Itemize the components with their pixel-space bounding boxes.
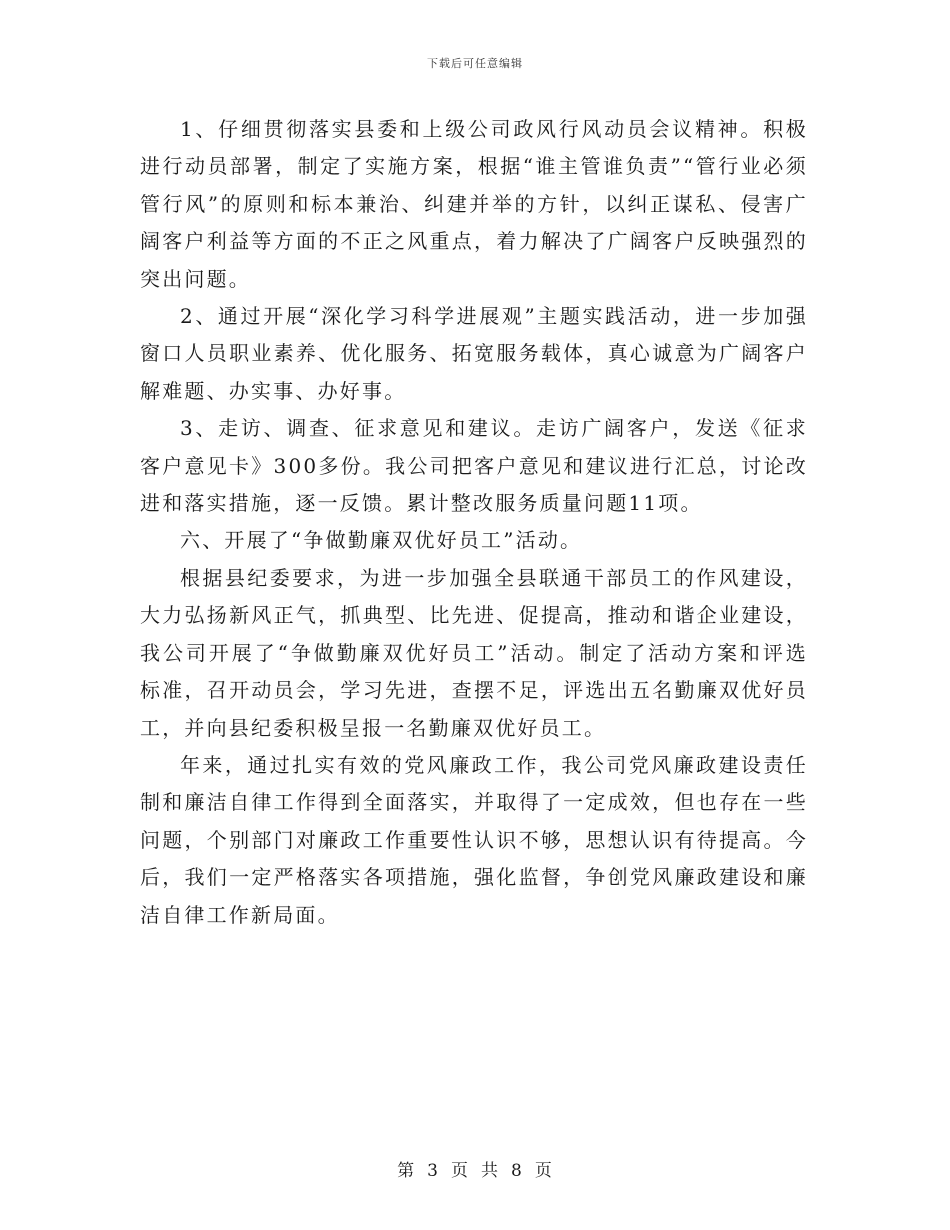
header-note: 下载后可任意编辑 xyxy=(427,57,523,70)
footer-label-prefix: 第 xyxy=(397,1161,416,1181)
paragraph-item-1: 1、仔细贯彻落实县委和上级公司政风行风动员会议精神。积极进行动员部署，制定了实施方案，根据“谁主管谁负责”“管行业必须管行风”的原则和标本兼治、纠建并举的方针，以纠正谋私、侵害广阔客户利益等方面的不正之风重点，着力解决了广阔客户反映强烈的突出问题。 xyxy=(140,117,808,291)
page-footer xyxy=(0,1156,950,1181)
paragraph-item-2: 2、通过开展“深化学习科学进展观”主题实践活动，进一步加强窗口人员职业素养、优化服务、拓宽服务载体，真心诚意为广阔客户解难题、办实事、办好事。 xyxy=(140,304,808,403)
footer-label-page-end: 页 xyxy=(534,1161,553,1181)
paragraph-activity: 根据县纪委要求，为进一步加强全县联通干部员工的作风建设，大力弘扬新风正气，抓典型、比先进、促提高，推动和谐企业建设，我公司开展了“争做勤廉双优好员工”活动。制定了活动方案和评选标准，召开动员会，学习先进，查摆不足，评选出五名勤廉双优好员工，并向县纪委积极呈报一名勤廉双优好员工。 xyxy=(140,565,808,740)
section-heading-six: 六、开展了“争做勤廉双优好员工”活动。 xyxy=(180,528,583,553)
paragraph-item-3: 3、走访、调查、征求意见和建议。走访广阔客户，发送《征求客户意见卡》300多份。我公司把客户意见和建议进行汇总，讨论改进和落实措施，逐一反馈。累计整改服务质量问题11项。 xyxy=(140,416,808,516)
footer-label-total: 共 xyxy=(481,1161,499,1181)
footer-current-page: 3 xyxy=(427,1161,439,1181)
paragraph-summary: 年来，通过扎实有效的党风廉政工作，我公司党风廉政建设责任制和廉洁自律工作得到全面落实，并取得了一定成效，但也存在一些问题，个别部门对廉政工作重要性认识不够，思想认识有待提高。今后，我们一定严格落实各项措施，强化监督，争创党风廉政建设和廉洁自律工作新局面。 xyxy=(140,752,808,927)
document-body xyxy=(140,111,808,934)
footer-total-pages: 8 xyxy=(511,1161,523,1181)
footer-label-page: 页 xyxy=(451,1161,469,1181)
